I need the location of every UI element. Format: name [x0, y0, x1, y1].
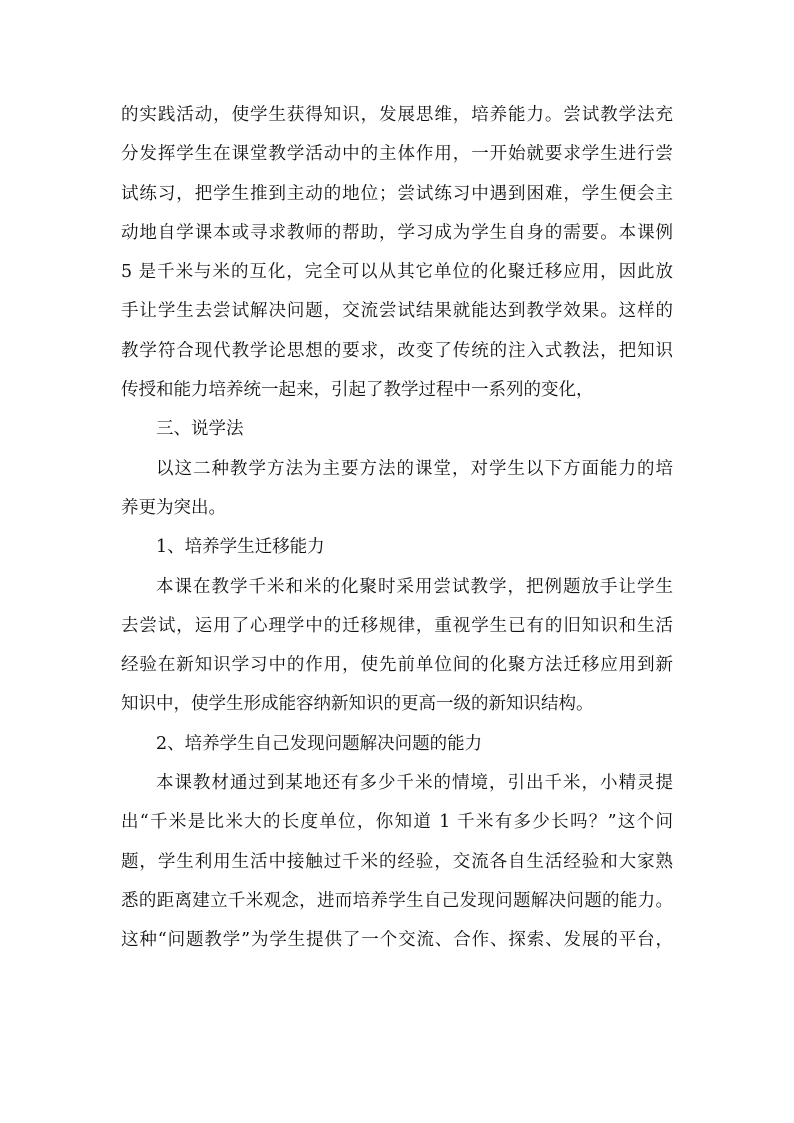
text-line: 经验在新知识学习中的作用，使先前单位间的化聚方法迁移应用到新 [121, 655, 673, 676]
text-line: 知识中，使学生形成能容纳新知识的更高一级的新知识结构。 [121, 694, 594, 715]
text-line: 试练习，把学生推到主动的地位；尝试练习中遇到困难，学生便会主 [121, 183, 673, 204]
text-line: 以这二种教学方法为主要方法的课堂，对学生以下方面能力的培 [156, 458, 673, 479]
text-line: 养更为突出。 [121, 497, 226, 518]
text-line: 出“千米是比米大的长度单位，你知道 1 千米有多少长吗？”这个问 [121, 812, 673, 833]
text-line: 的实践活动，使学生获得知识，发展思维，培养能力。尝试教学法充 [121, 105, 673, 125]
text-line: 分发挥学生在课堂教学活动中的主体作用，一开始就要求学生进行尝 [121, 144, 673, 165]
subsection-heading: 2、培养学生自己发现问题解决问题的能力 [156, 733, 483, 754]
document-body [121, 96, 673, 961]
text-line: 去尝试，运用了心理学中的迁移规律，重视学生已有的旧知识和生活 [121, 615, 673, 636]
text-line: 传授和能力培养统一起来，引起了教学过程中一系列的变化， [121, 380, 594, 401]
text-line: 题，学生利用生活中接触过千米的经验，交流各自生活经验和大家熟 [121, 851, 673, 872]
text-line: 手让学生去尝试解决问题，交流尝试结果就能达到教学效果。这样的 [121, 301, 673, 322]
text-line: 这种“问题教学”为学生提供了一个交流、合作、探索、发展的平台， [121, 930, 673, 951]
text-line: 教学符合现代教学论思想的要求，改变了传统的注入式教法，把知识 [121, 340, 673, 361]
text-line: 本课教材通过到某地还有多少千米的情境，引出千米，小精灵提 [156, 773, 673, 794]
text-line: 动地自学课本或寻求教师的帮助，学习成为学生自身的需要。本课例 [121, 222, 673, 243]
text-line: 5 是千米与米的互化，完全可以从其它单位的化聚迁移应用，因此放 [121, 262, 673, 283]
text-line: 本课在教学千米和米的化聚时采用尝试教学，把例题放手让学生 [156, 576, 673, 597]
text-line: 悉的距离建立千米观念，进而培养学生自己发现问题解决问题的能力。 [121, 890, 673, 911]
section-heading: 三、说学法 [156, 419, 244, 440]
subsection-heading: 1、培养学生迁移能力 [156, 537, 325, 558]
